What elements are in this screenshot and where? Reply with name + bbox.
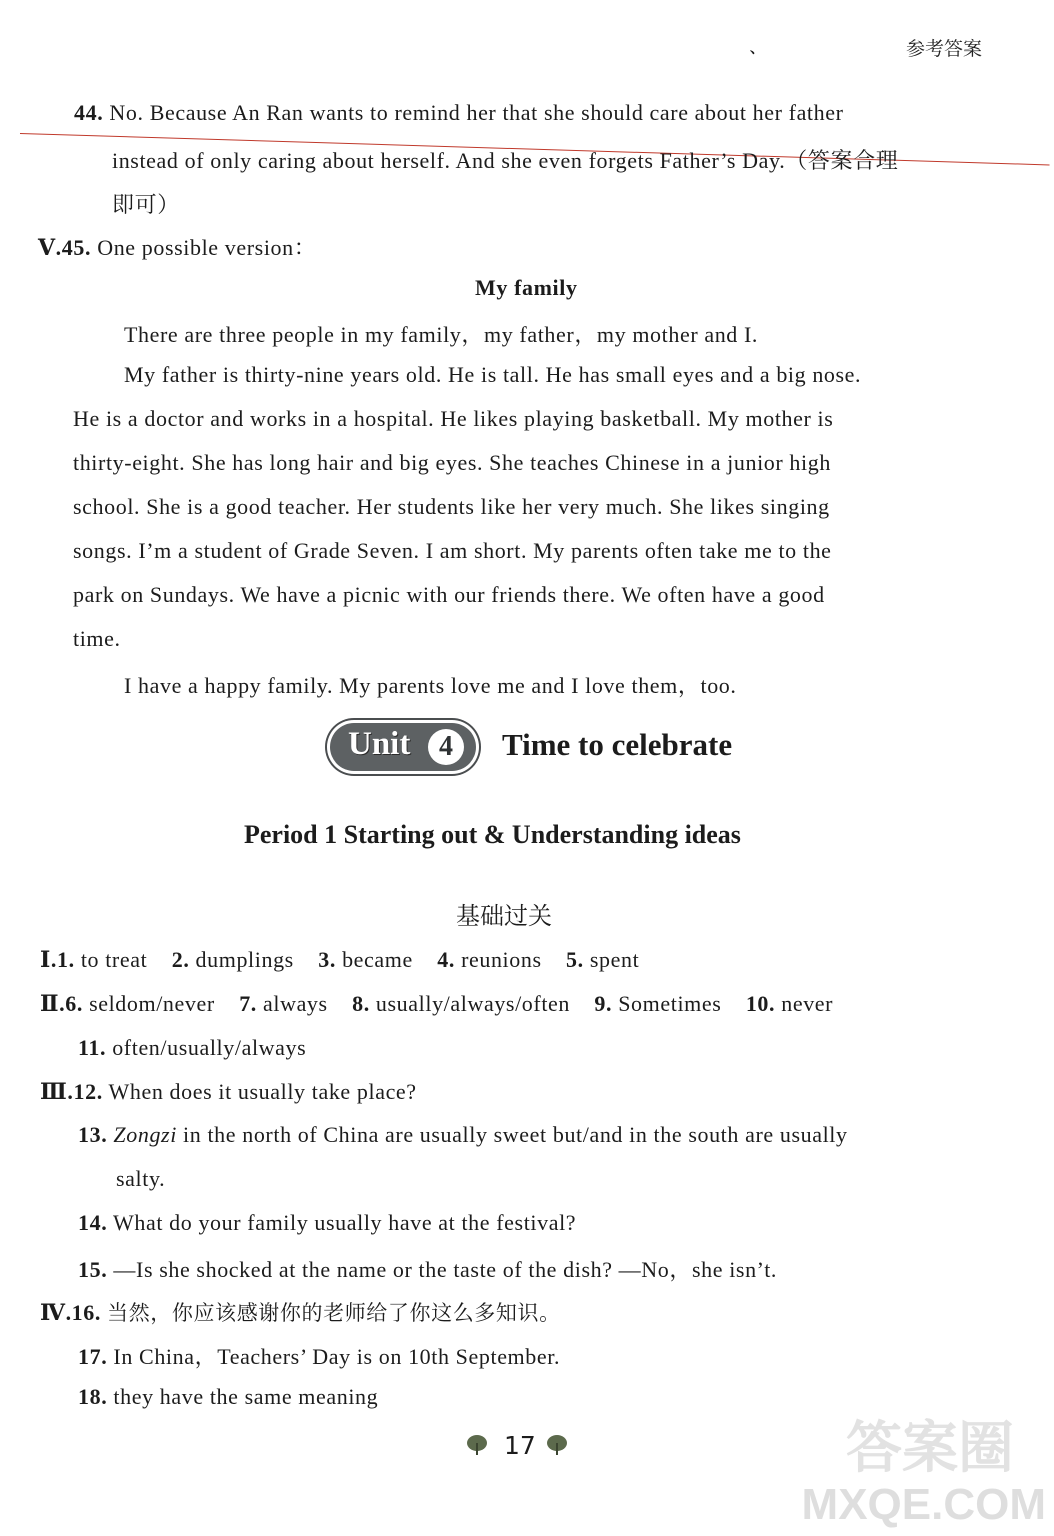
answer: they have the same meaning — [113, 1384, 379, 1409]
q18-row — [78, 1384, 378, 1410]
answer: always — [263, 991, 328, 1016]
answer: seldom/never — [89, 991, 215, 1016]
q45-line — [38, 231, 316, 262]
q12-row — [40, 1079, 417, 1105]
essay-line: My father is thirty-nine years old. He is tall. He has small eyes and a big nose. — [124, 362, 862, 387]
item-number: 3. — [318, 947, 336, 972]
essay-line: thirty-eight. She has long hair and big eyes. She teaches Chinese in a junior high — [73, 450, 831, 475]
item-number: 4. — [437, 947, 455, 972]
q45-intro: One possible version： — [97, 235, 317, 260]
q45-number: 45. — [61, 235, 92, 260]
period-heading: Period 1 Starting out & Understanding ideas — [244, 820, 741, 849]
answer: Sometimes — [618, 991, 722, 1016]
header-mark: 、 — [750, 42, 764, 57]
answer: spent — [589, 947, 640, 972]
answer-italic: Zongzi — [113, 1122, 177, 1147]
item-number: 13. — [78, 1122, 108, 1147]
answer: became — [342, 947, 413, 972]
essay-line: He is a doctor and works in a hospital. He likes playing basketball. My mother is — [73, 406, 834, 431]
answer: in the north of China are usually sweet but/and in the south are usually — [176, 1122, 848, 1147]
item-number: 7. — [239, 991, 257, 1016]
q44-line3: 即可） — [112, 192, 180, 217]
essay-line: time. — [73, 626, 121, 651]
q44-line1 — [74, 100, 844, 126]
q44-text-1: No. Because An Ran wants to remind her that she should care about her father — [109, 100, 844, 125]
q17-row — [78, 1340, 560, 1371]
answer: reunions — [461, 947, 542, 972]
part-1-label: Ⅰ. — [40, 947, 57, 972]
part-3-label: Ⅲ. — [40, 1079, 74, 1104]
answer: What do your family usually have at the festival? — [113, 1210, 577, 1235]
answer: to treat — [80, 947, 148, 972]
q14-row — [78, 1210, 576, 1236]
watermark-url: MXQE.COM — [801, 1480, 1046, 1529]
leaf-ornament-icon — [546, 1434, 568, 1456]
item-number: 15. — [78, 1257, 108, 1282]
answer: When does it usually take place? — [108, 1079, 417, 1104]
header-title: 参考答案 — [905, 38, 982, 60]
q44-number: 44. — [74, 100, 104, 125]
answer: never — [781, 991, 834, 1016]
item-number: 17. — [78, 1344, 108, 1369]
answer: dumplings — [195, 947, 294, 972]
item-number: 14. — [78, 1210, 108, 1235]
answer: In China，Teachers’ Day is on 10th September. — [113, 1344, 561, 1369]
part-4-label: Ⅳ. — [40, 1300, 72, 1325]
page-number: 17 — [504, 1431, 536, 1460]
unit-badge — [330, 723, 476, 771]
unit-number: 4 — [428, 729, 464, 765]
part-2-row-2 — [78, 1035, 306, 1061]
part-2-label: Ⅱ. — [40, 991, 66, 1016]
section-v-label: Ⅴ. — [38, 235, 62, 260]
unit-title: Time to celebrate — [502, 727, 733, 762]
essay-line: school. She is a good teacher. Her students like her very much. She likes singing — [73, 494, 830, 519]
item-number: 18. — [78, 1384, 108, 1409]
essay-paragraph-1: There are three people in my family，my father，my mother and I. — [124, 322, 759, 347]
unit-label: Unit — [348, 726, 411, 762]
part-2-row — [40, 991, 833, 1017]
item-number: 11. — [78, 1035, 107, 1060]
leaf-ornament-icon — [466, 1434, 488, 1456]
watermark-logo: 答案圈 — [846, 1416, 1014, 1481]
answer: usually/always/often — [375, 991, 570, 1016]
essay-line: park on Sundays. We have a picnic with our friends there. We often have a good — [73, 582, 825, 607]
item-number: 10. — [745, 991, 776, 1016]
answer: often/usually/always — [112, 1035, 307, 1060]
q15-row — [78, 1253, 777, 1284]
essay-title: My family — [475, 275, 578, 300]
essay-paragraph-3: I have a happy family. My parents love me and I love them，too. — [124, 673, 737, 698]
q13-row — [78, 1122, 848, 1148]
q16-row — [40, 1297, 561, 1327]
item-number: 1. — [57, 947, 75, 972]
q13-continuation: salty. — [116, 1166, 166, 1191]
part-1-row — [40, 947, 639, 973]
answer: —Is she shocked at the name or the taste of the dish? —No，she isn’t. — [113, 1257, 778, 1282]
item-number: 12. — [73, 1079, 103, 1104]
item-number: 16. — [71, 1300, 101, 1325]
essay-line: songs. I’m a student of Grade Seven. I am short. My parents often take me to the — [73, 538, 832, 563]
answer: 当然，你应该感谢你的老师给了你这么多知识。 — [107, 1301, 561, 1325]
q44-line2: instead of only caring about herself. And she even forgets Father’s Day.（答案合理 — [112, 148, 899, 173]
item-number: 9. — [594, 991, 613, 1016]
item-number: 8. — [352, 991, 370, 1016]
item-number: 2. — [171, 947, 190, 972]
item-number: 6. — [65, 991, 83, 1016]
item-number: 5. — [566, 947, 584, 972]
section-heading: 基础过关 — [456, 902, 552, 930]
